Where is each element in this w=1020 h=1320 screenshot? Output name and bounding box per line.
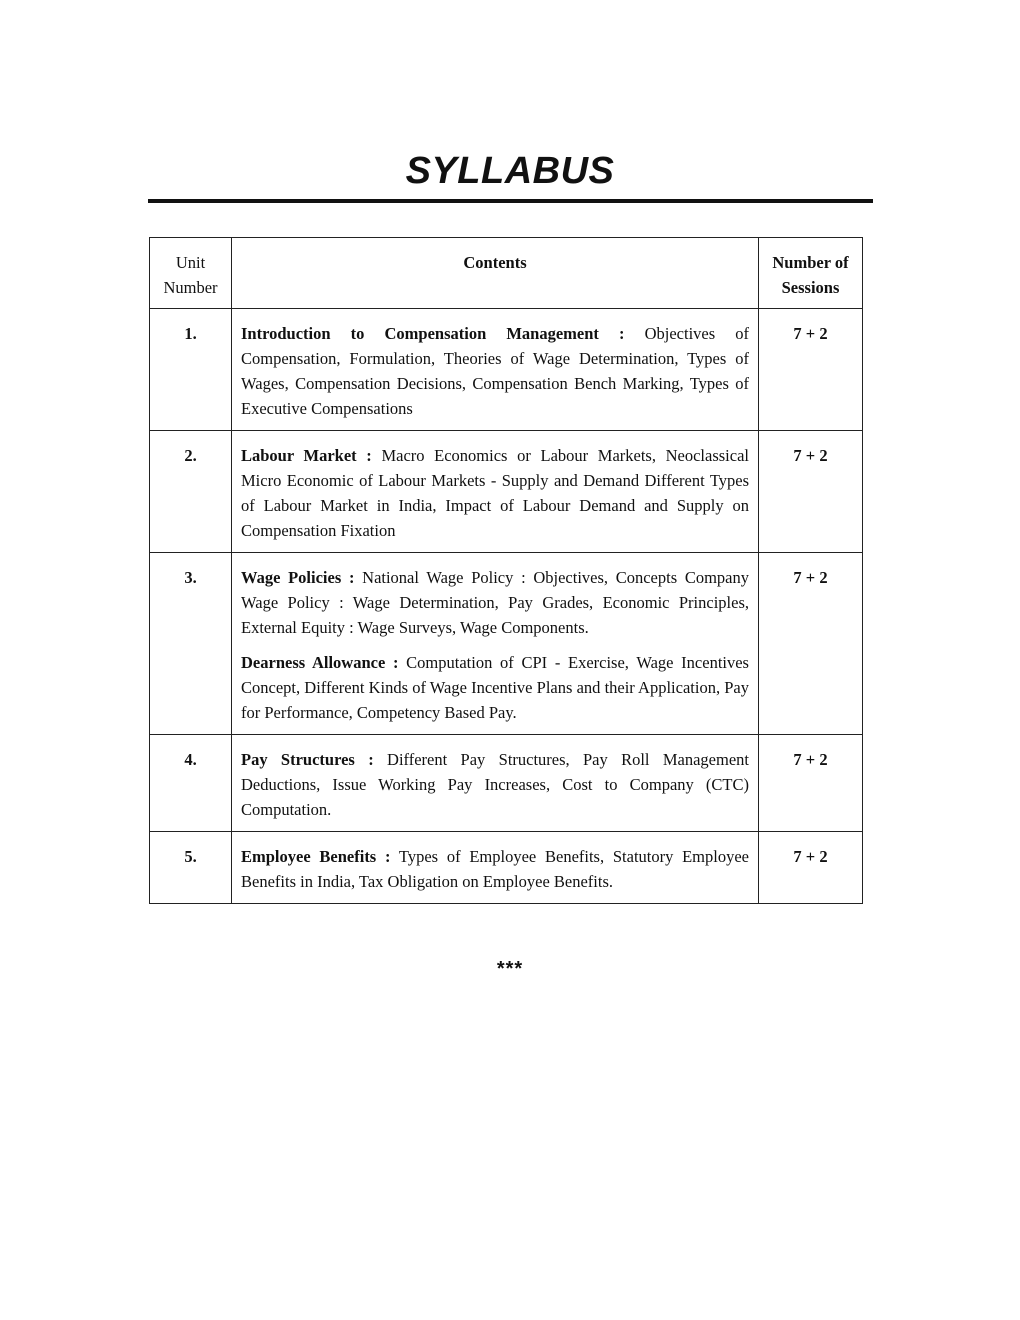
unit-number: 5. xyxy=(150,832,232,904)
topic-text: National Wage Policy : Objectives, Concepts Company Wage Policy : Wage Determination, Pay Grades, Economic Principles, External Equity : Wage Surveys, Wage Components. xyxy=(241,568,749,637)
content-paragraph xyxy=(241,443,749,543)
session-count: 7 + 2 xyxy=(759,832,863,904)
unit-number: 3. xyxy=(150,553,232,735)
table-row xyxy=(150,832,863,904)
unit-number: 2. xyxy=(150,431,232,553)
table-header-row xyxy=(150,238,863,309)
topic-heading: Labour Market : xyxy=(241,446,372,465)
unit-contents xyxy=(232,735,759,832)
contents-header: Contents xyxy=(232,238,759,309)
table-row xyxy=(150,735,863,832)
unit-contents xyxy=(232,431,759,553)
topic-heading: Employee Benefits : xyxy=(241,847,391,866)
topic-text: Objectives of Compensation, Formulation, Theories of Wage Determination, Types of Wages, Compensation Decisions, Compensation Bench Marking, Types of Executive Compensations xyxy=(241,324,749,418)
topic-text: Different Pay Structures, Pay Roll Management Deductions, Issue Working Pay Increases, Cost to Company (CTC) Computation. xyxy=(241,750,749,819)
session-count: 7 + 2 xyxy=(759,553,863,735)
content-paragraph xyxy=(241,844,749,894)
topic-text: Types of Employee Benefits, Statutory Employee Benefits in India, Tax Obligation on Employee Benefits. xyxy=(241,847,749,891)
syllabus-table xyxy=(149,237,863,904)
title-underline xyxy=(148,199,873,203)
session-count: 7 + 2 xyxy=(759,309,863,431)
content-paragraph xyxy=(241,565,749,640)
table-row xyxy=(150,553,863,735)
topic-heading: Dearness Allowance : xyxy=(241,653,399,672)
unit-number: 4. xyxy=(150,735,232,832)
sessions-header: Number of Sessions xyxy=(759,238,863,309)
unit-contents xyxy=(232,832,759,904)
content-paragraph xyxy=(241,650,749,725)
content-paragraph xyxy=(241,747,749,822)
topic-heading: Pay Structures : xyxy=(241,750,374,769)
end-of-section-mark: *** xyxy=(496,958,524,980)
topic-heading: Wage Policies : xyxy=(241,568,355,587)
session-count: 7 + 2 xyxy=(759,431,863,553)
table-row xyxy=(150,309,863,431)
session-count: 7 + 2 xyxy=(759,735,863,832)
table-row xyxy=(150,431,863,553)
unit-number-header: Unit Number xyxy=(150,238,232,309)
topic-heading: Introduction to Compensation Management : xyxy=(241,324,625,343)
unit-contents xyxy=(232,553,759,735)
page-title: SYLLABUS xyxy=(405,150,615,192)
unit-number: 1. xyxy=(150,309,232,431)
topic-text: Computation of CPI - Exercise, Wage Incentives Concept, Different Kinds of Wage Incentive Plans and their Application, Pay for Performance, Competency Based Pay. xyxy=(241,653,749,722)
content-paragraph xyxy=(241,321,749,421)
topic-text: Macro Economics or Labour Markets, Neoclassical Micro Economic of Labour Markets - Supply and Demand Different Types of Labour Market in India, Impact of Labour Demand and Supply on Compensation Fixation xyxy=(241,446,749,540)
unit-contents xyxy=(232,309,759,431)
